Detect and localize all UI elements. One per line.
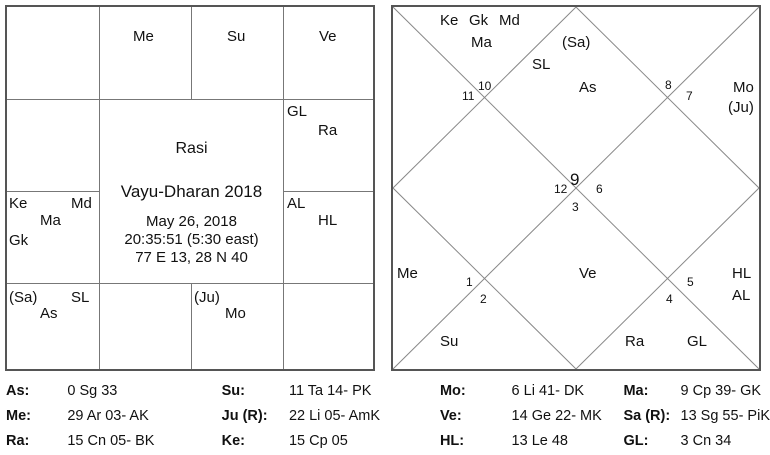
house-number-7: 7: [686, 89, 693, 103]
positions-row: [6, 378, 770, 403]
house-number-11: 11: [462, 89, 475, 103]
position-label: Me:: [6, 407, 31, 424]
house-number-3: 3: [572, 200, 579, 214]
house-number-5: 5: [687, 275, 694, 289]
position-value: 6 Li 41- DK: [511, 382, 585, 399]
planet-al: AL: [732, 287, 751, 304]
planet-gk: Gk: [9, 232, 29, 249]
planet-ke: Ke: [440, 12, 459, 29]
planet-al: AL: [287, 195, 306, 212]
birth-date: May 26, 2018: [146, 213, 237, 230]
house-cell: [7, 99, 100, 192]
planet-ju: (Ju): [194, 289, 220, 306]
house-number-1: 1: [466, 275, 473, 289]
special-lagna-sl: SL: [532, 56, 551, 73]
position-label: Sa (R):: [623, 407, 671, 424]
position-value: 13 Sg 55- PiK: [680, 407, 770, 424]
planet-hl: HL: [732, 265, 752, 282]
position-label: Mo:: [439, 382, 466, 399]
special-lagna-sl: SL: [71, 289, 90, 306]
planet-mo: Mo: [225, 305, 246, 322]
planet-hl: HL: [318, 212, 338, 229]
planet-ma: Ma: [471, 34, 492, 51]
planet-sa: (Sa): [562, 34, 591, 51]
house-number-2: 2: [480, 292, 487, 306]
planet-su: Su: [227, 28, 246, 45]
ascendant-as: As: [40, 305, 58, 322]
planet-ve: Ve: [319, 28, 337, 45]
planet-su: Su: [440, 333, 459, 350]
house-number-9: 9: [570, 170, 580, 189]
position-value: 9 Cp 39- GK: [680, 382, 762, 399]
planet-positions-table: [6, 378, 770, 453]
house-cell: [99, 7, 192, 100]
birth-time: 20:35:51 (5:30 east): [124, 231, 259, 248]
chart-center-info: [100, 100, 283, 283]
rasi-chart-north: [391, 5, 761, 371]
planet-ma: Ma: [40, 212, 61, 229]
positions-row: [6, 403, 770, 428]
house-number-12: 12: [554, 182, 568, 196]
house-number-10: 10: [478, 79, 492, 93]
house-cell: [283, 7, 373, 100]
position-value: 14 Ge 22- MK: [511, 407, 602, 424]
planet-mo: Mo: [733, 79, 754, 96]
position-value: 3 Cn 34: [680, 432, 732, 449]
planet-sa: (Sa): [9, 289, 38, 306]
planet-ra: Ra: [625, 333, 645, 350]
planet-md: Md: [499, 12, 520, 29]
position-label: GL:: [623, 432, 649, 449]
planet-ke: Ke: [9, 195, 28, 212]
chart-name: Rasi: [175, 140, 208, 157]
position-label: Ke:: [221, 432, 245, 449]
house-number-8: 8: [665, 78, 672, 92]
planet-gk: Gk: [469, 12, 489, 29]
position-label: Ma:: [623, 382, 649, 399]
position-label: Su:: [221, 382, 245, 399]
position-label: As:: [6, 382, 30, 399]
position-value: 15 Cp 05: [288, 432, 348, 449]
birth-coords: 77 E 13, 28 N 40: [135, 249, 248, 266]
planet-md: Md: [71, 195, 92, 212]
position-value: 11 Ta 14- PK: [288, 382, 372, 399]
position-value: 29 Ar 03- AK: [67, 407, 149, 424]
position-value: 15 Cn 05- BK: [67, 432, 155, 449]
position-value: 22 Li 05- AmK: [288, 407, 381, 424]
position-label: Ra:: [6, 432, 30, 449]
planet-ju: (Ju): [728, 99, 754, 116]
planet-me: Me: [133, 28, 154, 45]
positions-row: [6, 428, 770, 453]
position-label: Ve:: [439, 407, 462, 424]
position-label: HL:: [439, 432, 465, 449]
position-value: 13 Le 48: [511, 432, 568, 449]
planet-gl: GL: [687, 333, 708, 350]
planet-me: Me: [397, 265, 418, 282]
house-cell: [7, 7, 100, 100]
chart-title: Vayu-Dharan 2018: [120, 182, 263, 201]
house-number-6: 6: [596, 182, 603, 196]
planet-gl: GL: [287, 103, 308, 120]
planet-ra: Ra: [318, 122, 338, 139]
house-cell: [191, 7, 284, 100]
planet-ve: Ve: [579, 265, 597, 282]
house-cell: [283, 283, 373, 369]
rasi-chart-south: [5, 5, 375, 371]
house-number-4: 4: [666, 292, 673, 306]
position-label: Ju (R):: [221, 407, 268, 424]
ascendant-as: As: [579, 79, 597, 96]
position-value: 0 Sg 33: [67, 382, 118, 399]
house-cell: [99, 283, 192, 369]
